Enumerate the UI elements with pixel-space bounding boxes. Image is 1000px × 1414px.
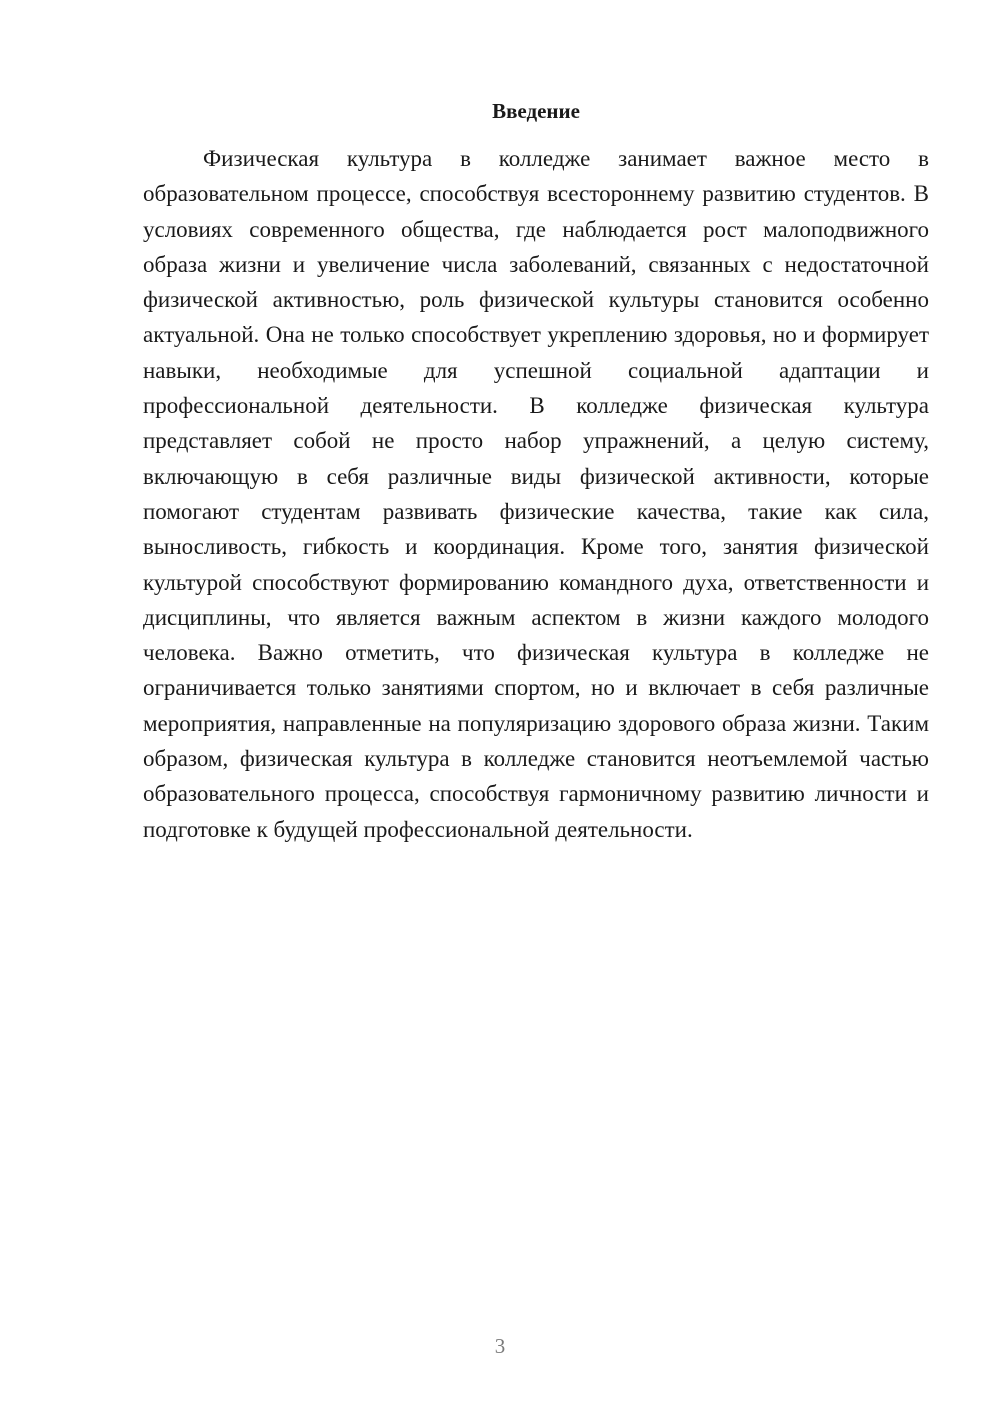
page-number: 3 (494, 1334, 506, 1358)
body-paragraph: Физическая культура в колледже занимает важное место в образовательном процессе, способствуя всестороннему развитию студентов. В условиях современного общества, где наблюдается рост малоподвижного образа жизни и увеличение числа заболеваний, связанных с недостаточной физической активностью, роль физической культуры становится особенно актуальной. Она не только способствует укреплению здоровья, но и формирует навыки, необходимые для успешной социальной адаптации и профессиональной деятельности. В колледже физическая культура представляет собой не просто набор упражнений, а целую систему, включающую в себя различные виды физической активности, которые помогают студентам развивать физические качества, такие как сила, выносливость, гибкость и координация. Кроме того, занятия физической культурой способствуют формированию командного духа, ответственности и дисциплины, что является важным аспектом в жизни каждого молодого человека. Важно отметить, что физическая культура в колледже не ограничивается только занятиями спортом, но и включает в себя различные мероприятия, направленные на популяризацию здорового образа жизни. Таким образом, физическая культура в колледже становится неотъемлемой частью образовательного процесса, способствуя гармоничному развитию личности и подготовке к будущей профессиональной деятельности. (143, 146, 929, 842)
section-heading: Введение (492, 99, 580, 123)
